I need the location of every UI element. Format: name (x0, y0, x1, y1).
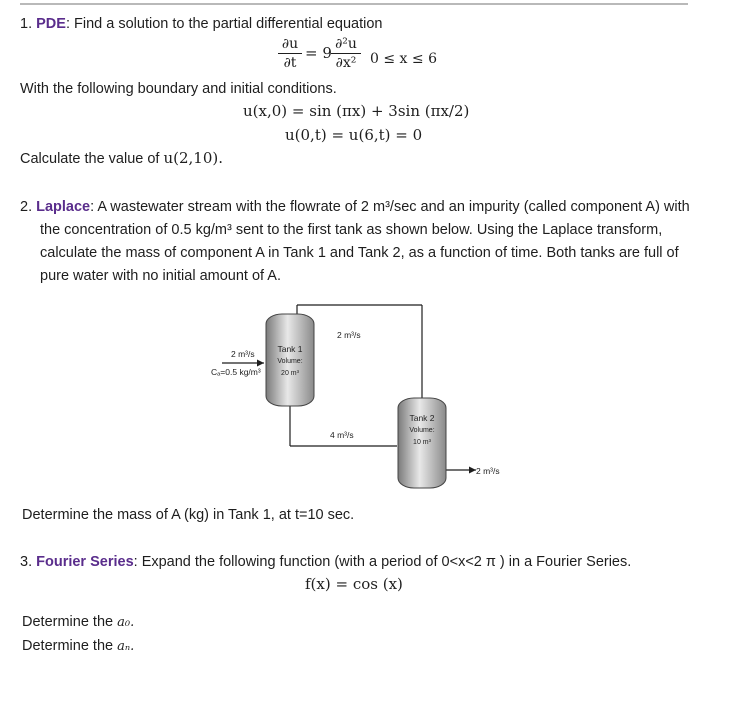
q1-title: PDE (36, 16, 66, 32)
inlet-flow-label: 2 m³/s (231, 349, 255, 359)
q2-line2: the concentration of 0.5 kg/m³ sent to the first tank as shown below. Using the Laplace transform, (40, 222, 663, 238)
q1-eq-domain: 0 ≤ x ≤ 6 (370, 51, 437, 67)
q2-determine: Determine the mass of A (kg) in Tank 1, at t=10 sec. (22, 507, 355, 523)
bottom-flow-label: 4 m³/s (330, 430, 354, 440)
q1-initial-condition: u(x,0) = sin (πx) + 3sin (πx/2) (243, 102, 470, 120)
q2-line3: calculate the mass of component A in Tank 1 and Tank 2, as a function of time. Both tanks are full of (40, 245, 679, 261)
tank2-volume-label: Volume: (409, 427, 435, 434)
q3-function: f(x) = cos (x) (305, 575, 403, 593)
q3-prompt: : Expand the following function (with a period of 0<x<2 π ) in a Fourier Series. (133, 554, 632, 570)
q3-heading (20, 553, 631, 571)
tank2-name: Tank 2 (409, 413, 435, 423)
q3-det-an-text: Determine the (22, 638, 118, 654)
q3-det-a0-sym: a₀. (117, 615, 135, 630)
tank1-volume: 20 m³ (281, 370, 299, 377)
q3-determine-an (22, 637, 134, 656)
q1-eq-equals-nine: = 9 (305, 44, 332, 62)
q1-prompt: : Find a solution to the partial differential equation (65, 16, 383, 32)
tank2-volume: 10 m³ (413, 439, 431, 446)
q1-eq-dx2: ∂x² (335, 55, 357, 71)
top-flow-label: 2 m³/s (337, 330, 361, 340)
q2-line1-text: : A wastewater stream with the flowrate of 2 m³/sec and an impurity (called component A) with (90, 199, 690, 215)
q2-title: Laplace (36, 199, 91, 215)
q1-ask-expr: u(2,10). (163, 149, 224, 167)
q2-line4: pure water with no initial amount of A. (40, 268, 281, 284)
q3-determine-a0 (22, 613, 134, 632)
q1-eq-d2u: ∂²u (335, 36, 357, 52)
q1-eq-dt: ∂t (283, 55, 297, 71)
q1-conditions-intro: With the following boundary and initial conditions. (20, 81, 337, 97)
tank1-volume-label: Volume: (277, 358, 303, 365)
q2-number: 2. (20, 199, 33, 215)
q3-number: 3. (20, 554, 33, 570)
q1-eq-du: ∂u (281, 36, 299, 52)
tank1-name: Tank 1 (277, 344, 303, 354)
q1-ask-text: Calculate the value of (20, 151, 164, 167)
q1-boundary-condition: u(0,t) = u(6,t) = 0 (285, 126, 423, 144)
q1-number: 1. (20, 16, 33, 32)
q3-title: Fourier Series (36, 554, 134, 570)
inlet-conc-label: Cₐ=0.5 kg/m³ (211, 367, 261, 377)
q3-det-an-sym: aₙ. (117, 639, 135, 654)
outlet-flow-label: 2 m³/s (476, 466, 500, 476)
q3-det-a0-text: Determine the (22, 614, 118, 630)
